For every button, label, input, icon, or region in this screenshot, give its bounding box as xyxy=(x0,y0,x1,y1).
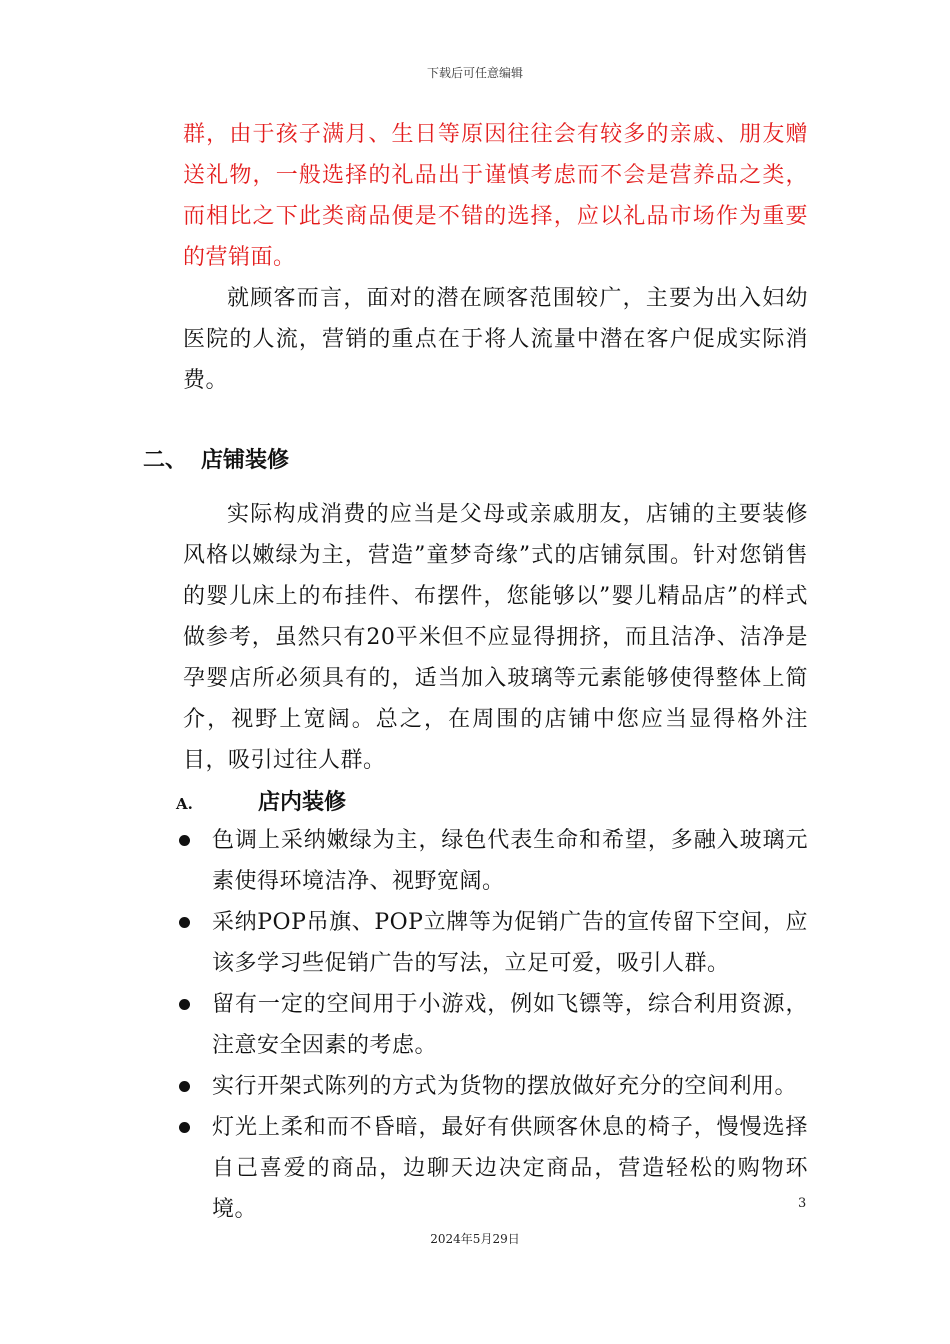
bullet-icon xyxy=(179,1081,190,1092)
list-item: 留有一定的空间用于小游戏，例如飞镖等，综合利用资源，注意安全因素的考虑。 xyxy=(176,984,808,1066)
page-header: 下载后可任意编辑 xyxy=(426,66,523,80)
subsection-number: A. xyxy=(176,795,193,813)
paragraph-gift-market: 群，由于孩子满月、生日等原因往往会有较多的亲戚、朋友赠送礼物，一般选择的礼品出于谨慎考虑而不会是营养品之类，而相比之下此类商品便是不错的选择，应以礼品市场作为重要的营销面。 xyxy=(183,122,808,270)
paragraph-decoration: 实际构成消费的应当是父母或亲戚朋友，店铺的主要装修风格以嫩绿为主，营造”童梦奇缘”式的店铺氛围。针对您销售的婴儿床上的布挂件、布摆件，您能够以”婴儿精品店”的样式做参考，虽然只有20平米但不应显得拥挤，而且洁净、洁净是孕婴店所必须具有的，适当加入玻璃等元素能够使得整体上简介，视野上宽阔。总之，在周围的店铺中您应当显得格外注目，吸引过往人群。 xyxy=(183,502,808,773)
body-text xyxy=(183,114,808,401)
section-title: 店铺装修 xyxy=(201,447,290,473)
section-number: 二、 xyxy=(143,447,188,473)
subsection-heading-interior xyxy=(176,782,346,825)
bullet-icon xyxy=(179,917,190,928)
page-number: 3 xyxy=(798,1196,807,1211)
paragraph-customers: 就顾客而言，面对的潜在顾客范围较广，主要为出入妇幼医院的人流，营销的重点在于将人流量中潜在客户促成实际消费。 xyxy=(183,286,808,393)
section-heading-decoration xyxy=(143,440,289,481)
list-item: 灯光上柔和而不昏暗，最好有供顾客休息的椅子，慢慢选择自己喜爱的商品，边聊天边决定商品，营造轻松的购物环境。 xyxy=(176,1107,808,1230)
list-item: 色调上采纳嫩绿为主，绿色代表生命和希望，多融入玻璃元素使得环境洁净、视野宽阔。 xyxy=(176,820,808,902)
bullet-icon xyxy=(179,835,190,846)
footer-date: 2024年5月29日 xyxy=(430,1232,520,1246)
subsection-title: 店内装修 xyxy=(258,789,347,815)
bullet-icon xyxy=(179,1122,190,1133)
interior-bullet-list xyxy=(176,820,808,1230)
decoration-intro xyxy=(183,494,808,781)
list-item: 采纳POP吊旗、POP立牌等为促销广告的宣传留下空间，应该多学习些促销广告的写法，立足可爱，吸引人群。 xyxy=(176,902,808,984)
bullet-icon xyxy=(179,999,190,1010)
list-item: 实行开架式陈列的方式为货物的摆放做好充分的空间利用。 xyxy=(176,1066,808,1107)
